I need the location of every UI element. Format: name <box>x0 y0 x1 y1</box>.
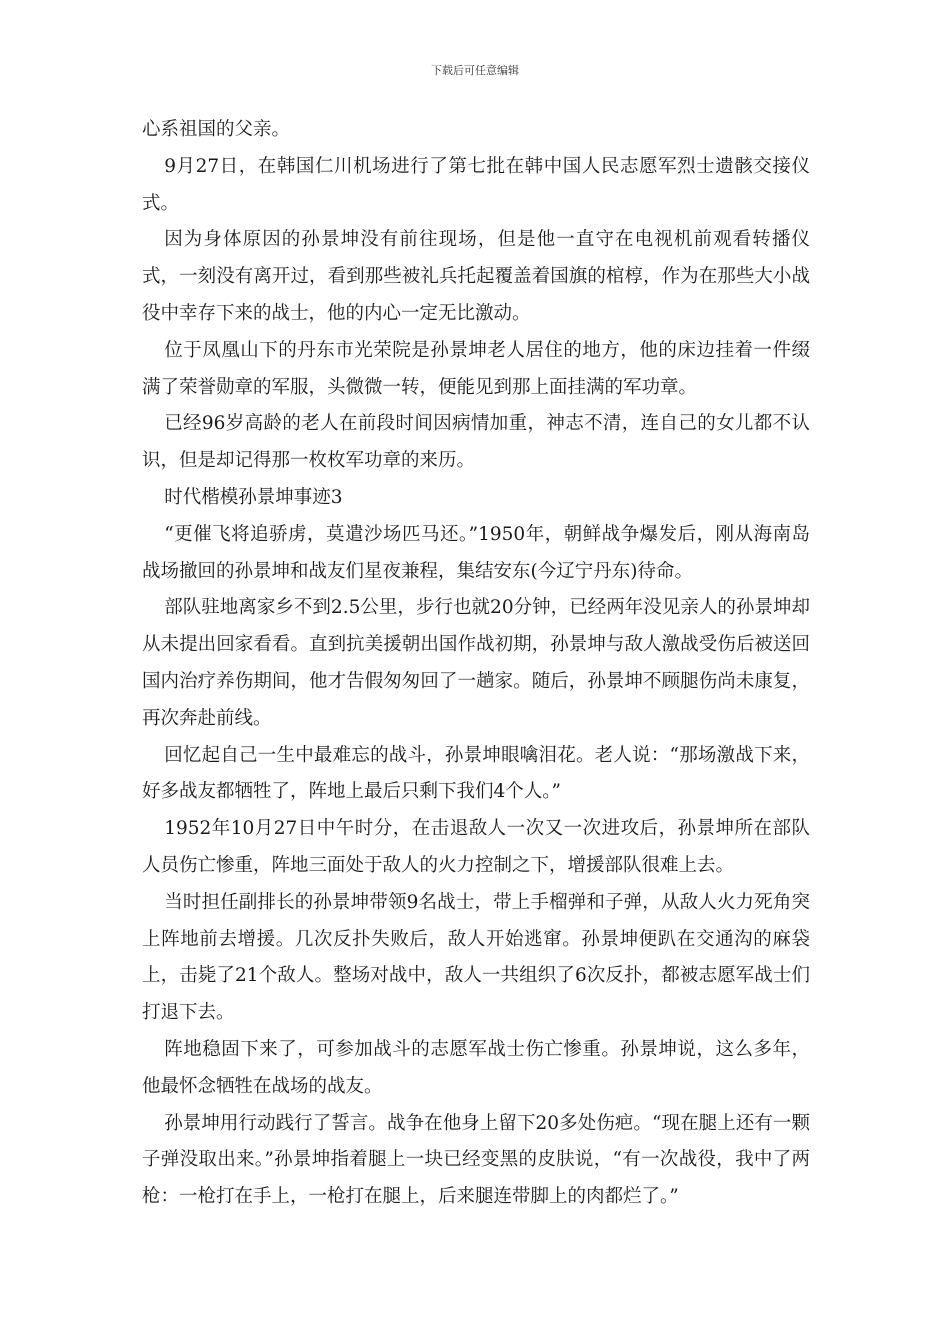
body-paragraph: 心系祖国的父亲。 <box>142 119 291 140</box>
body-paragraph: 已经96岁高龄的老人在前段时间因病情加重，神志不清，连自己的女儿都不认识，但是却记得那一枚枚军功章的来历。 <box>142 413 810 472</box>
body-paragraph: 当时担任副排长的孙景坤带领9名战士，带上手榴弹和子弹，从敌人火力死角突上阵地前去增援。几次反扑失败后，敌人开始逃窜。孙景坤便趴在交通沟的麻袋上，击毙了21个敌人。整场对战中，敌人一共组织了6次反扑，都被志愿军战士们打退下去。 <box>142 891 810 1024</box>
body-paragraph: 9月27日，在韩国仁川机场进行了第七批在韩中国人民志愿军烈士遗骸交接仪式。 <box>142 155 810 214</box>
body-paragraph: 因为身体原因的孙景坤没有前往现场，但是他一直守在电视机前观看转播仪式，一刻没有离开过，看到那些被礼兵托起覆盖着国旗的棺椁，作为在那些大小战役中幸存下来的战士，他的内心一定无比激动。 <box>142 229 810 324</box>
page-header: 下载后可任意编辑 <box>431 64 519 77</box>
document-body <box>142 112 810 1216</box>
body-paragraph: 1952年10月27日中午时分，在击退敌人一次又一次进攻后，孙景坤所在部队人员伤亡惨重，阵地三面处于敌人的火力控制之下，增援部队很难上去。 <box>142 818 810 876</box>
body-paragraph: 回忆起自己一生中最难忘的战斗，孙景坤眼噙泪花。老人说：“那场激战下来，好多战友都牺牲了，阵地上最后只剩下我们4个人。” <box>142 744 810 803</box>
body-paragraph: 时代楷模孙景坤事迹3 <box>164 486 343 508</box>
body-paragraph: 阵地稳固下来了，可参加战斗的志愿军战士伤亡惨重。孙景坤说，这么多年，他最怀念牺牲在战场的战友。 <box>142 1038 810 1097</box>
body-paragraph: 孙景坤用行动践行了誓言。战争在他身上留下20多处伤疤。“现在腿上还有一颗子弹没取出来。”孙景坤指着腿上一块已经变黑的皮肤说，“有一次战役，我中了两枪：一枪打在手上，一枪打在腿上，后来腿连带脚上的肉都烂了。” <box>142 1112 810 1208</box>
body-paragraph: “更催飞将追骄虏，莫遣沙场匹马还。”1950年，朝鲜战争爆发后，刚从海南岛战场撤回的孙景坤和战友们星夜兼程，集结安东(今辽宁丹东)待命。 <box>142 523 810 582</box>
body-paragraph: 位于凤凰山下的丹东市光荣院是孙景坤老人居住的地方，他的床边挂着一件缀满了荣誉勋章的军服，头微微一转，便能见到那上面挂满的军功章。 <box>142 339 810 398</box>
body-paragraph: 部队驻地离家乡不到2.5公里，步行也就20分钟，已经两年没见亲人的孙景坤却从未提出回家看看。直到抗美援朝出国作战初期，孙景坤与敌人激战受伤后被送回国内治疗养伤期间，他才告假匆匆回了一趟家。随后，孙景坤不顾腿伤尚未康复，再次奔赴前线。 <box>142 597 810 729</box>
